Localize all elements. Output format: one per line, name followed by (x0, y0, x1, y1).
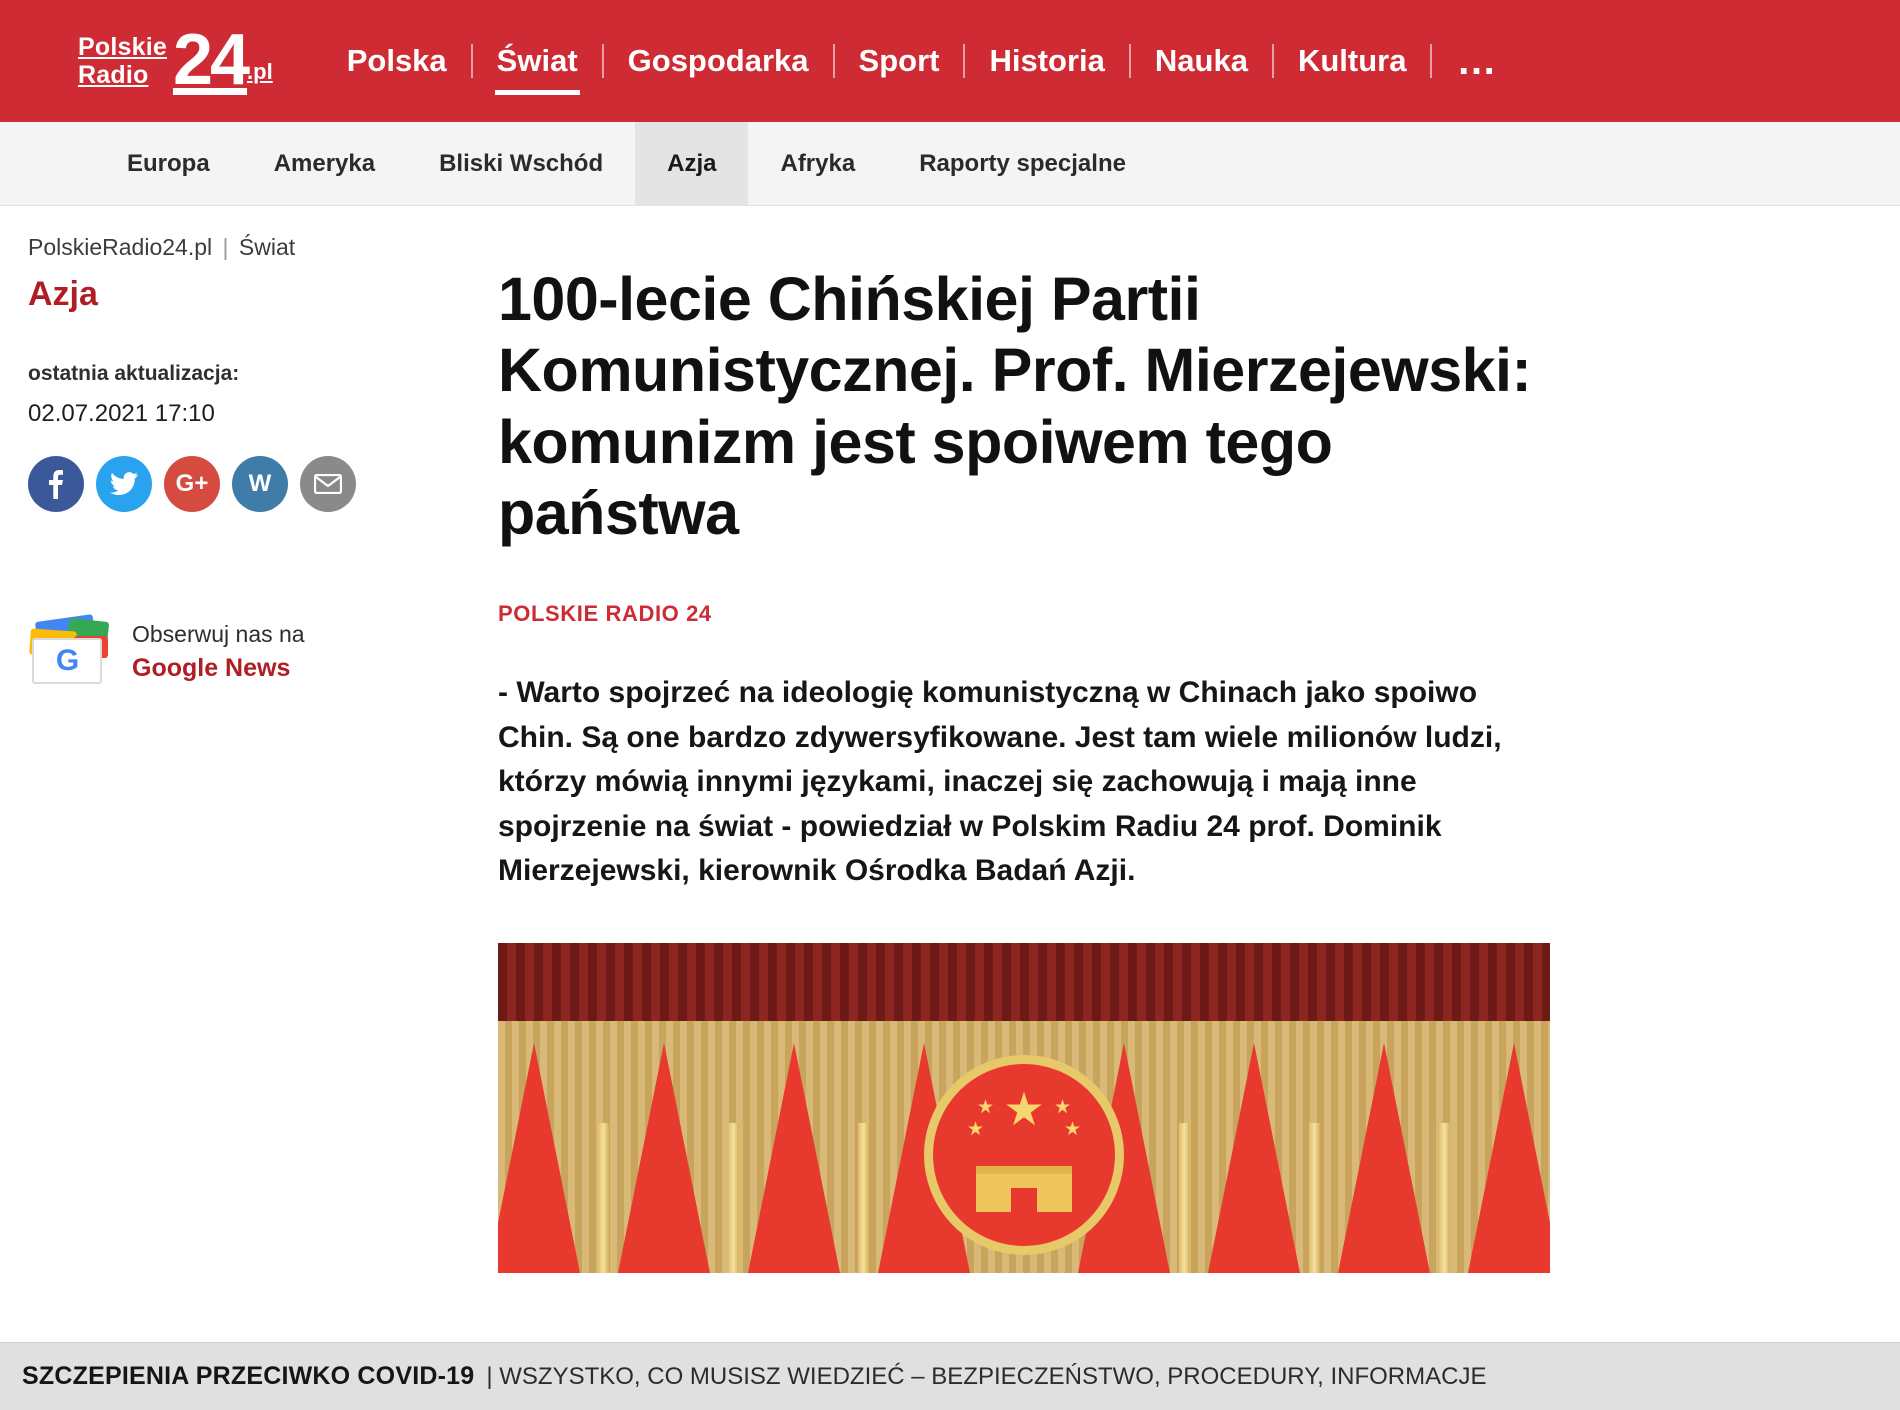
google-news-line-2[interactable]: Google News (132, 654, 291, 683)
subnav-item-europa[interactable]: Europa (127, 149, 210, 177)
nav-item-gospodarka[interactable]: Gospodarka (580, 37, 811, 85)
article-image (498, 943, 1550, 1273)
page-title: Azja (28, 275, 98, 313)
logo-line-2: Radio (78, 61, 149, 89)
breadcrumb-section[interactable]: Świat (238, 234, 296, 260)
image-flagpole (1179, 1123, 1190, 1273)
nav-item-nauka[interactable]: Nauka (1107, 37, 1250, 85)
breadcrumb-separator: | (222, 234, 229, 260)
covid-banner-title: SZCZEPIENIA PRZECIWKO COVID-19 (22, 1362, 475, 1390)
subnav-item-raporty-specjalne[interactable]: Raporty specjalne (919, 149, 1126, 177)
main-navigation (345, 37, 1501, 85)
site-header (0, 0, 1900, 122)
image-flag (1208, 1043, 1300, 1273)
nav-item-polska[interactable]: Polska (346, 43, 447, 78)
nav-item-swiat[interactable]: Świat (449, 37, 580, 85)
wykop-icon[interactable]: W (232, 456, 288, 512)
logo-tld: .pl (247, 58, 273, 84)
image-flagpole (728, 1123, 739, 1273)
logo-line-1: Polskie (78, 33, 167, 61)
article-main (480, 234, 1730, 1341)
image-flag (618, 1043, 710, 1273)
google-news-icon (28, 616, 114, 688)
covid-info-banner[interactable] (0, 1342, 1900, 1410)
twitter-icon[interactable] (96, 456, 152, 512)
google-plus-icon[interactable]: G+ (164, 456, 220, 512)
logo-wordmark (78, 33, 167, 89)
nav-item-historia[interactable]: Historia (941, 37, 1106, 85)
image-flag (1468, 1043, 1550, 1273)
covid-banner-subtitle: | WSZYSTKO, CO MUSISZ WIEDZIEĆ – BEZPIECZEŃSTWO, PROCEDURY, INFORMACJE (486, 1362, 1487, 1390)
subnav-item-bliski-wschod[interactable]: Bliski Wschód (439, 149, 604, 177)
subnav-item-azja[interactable]: Azja (635, 122, 748, 205)
china-national-emblem-icon: ★ ★ ★ ★ ★ (924, 1055, 1124, 1255)
share-buttons (28, 456, 450, 512)
image-flagpole (598, 1123, 609, 1273)
image-flagpole (1439, 1123, 1450, 1273)
site-logo[interactable] (78, 20, 273, 101)
image-curtain (498, 943, 1550, 1021)
image-flagpole (858, 1123, 869, 1273)
image-flagpole (1309, 1123, 1320, 1273)
nav-item-more-menu[interactable]: … (1408, 44, 1500, 78)
article-sidebar (0, 234, 480, 1341)
article-headline: 100-lecie Chińskiej Partii Komunistycznej. Prof. Mierzejewski: komunizm jest spoiwem tego państwa (498, 265, 1532, 548)
nav-item-sport[interactable]: Sport (811, 37, 942, 85)
last-update-date: 02.07.2021 17:10 (28, 400, 215, 427)
email-icon[interactable] (300, 456, 356, 512)
article-lead-paragraph: - Warto spojrzeć na ideologię komunistyczną w Chinach jako spoiwo Chin. Są one bardzo zdywersyfikowane. Jest tam wiele milionów ludzi, którzy mówią innymi językami, inaczej się zachowują i mają inne spojrzenie na świat - powiedział w Polskim Radiu 24 prof. Dominik Mierzejewski, kierownik Ośrodka Badań Azji. (498, 676, 1502, 887)
page-body (0, 206, 1900, 1341)
google-news-text (132, 621, 305, 684)
nav-item-kultura[interactable]: Kultura (1250, 37, 1409, 85)
last-update-label: ostatnia aktualizacja: (28, 362, 240, 385)
subnav-item-ameryka[interactable]: Ameryka (273, 149, 376, 177)
image-flag (748, 1043, 840, 1273)
image-flag (498, 1043, 580, 1273)
article-source-kicker: POLSKIE RADIO 24 (498, 601, 712, 627)
google-news-line-1: Obserwuj nas na (132, 620, 305, 647)
logo-number: 24 (172, 20, 248, 101)
section-navigation (0, 122, 1900, 206)
image-flag (1338, 1043, 1430, 1273)
subnav-item-afryka[interactable]: Afryka (780, 149, 856, 177)
breadcrumb-site[interactable]: PolskieRadio24.pl (28, 234, 213, 260)
google-news-follow[interactable] (28, 616, 450, 688)
facebook-icon[interactable] (28, 456, 84, 512)
breadcrumb (28, 234, 450, 261)
google-news-icon-letter: G (32, 638, 102, 684)
